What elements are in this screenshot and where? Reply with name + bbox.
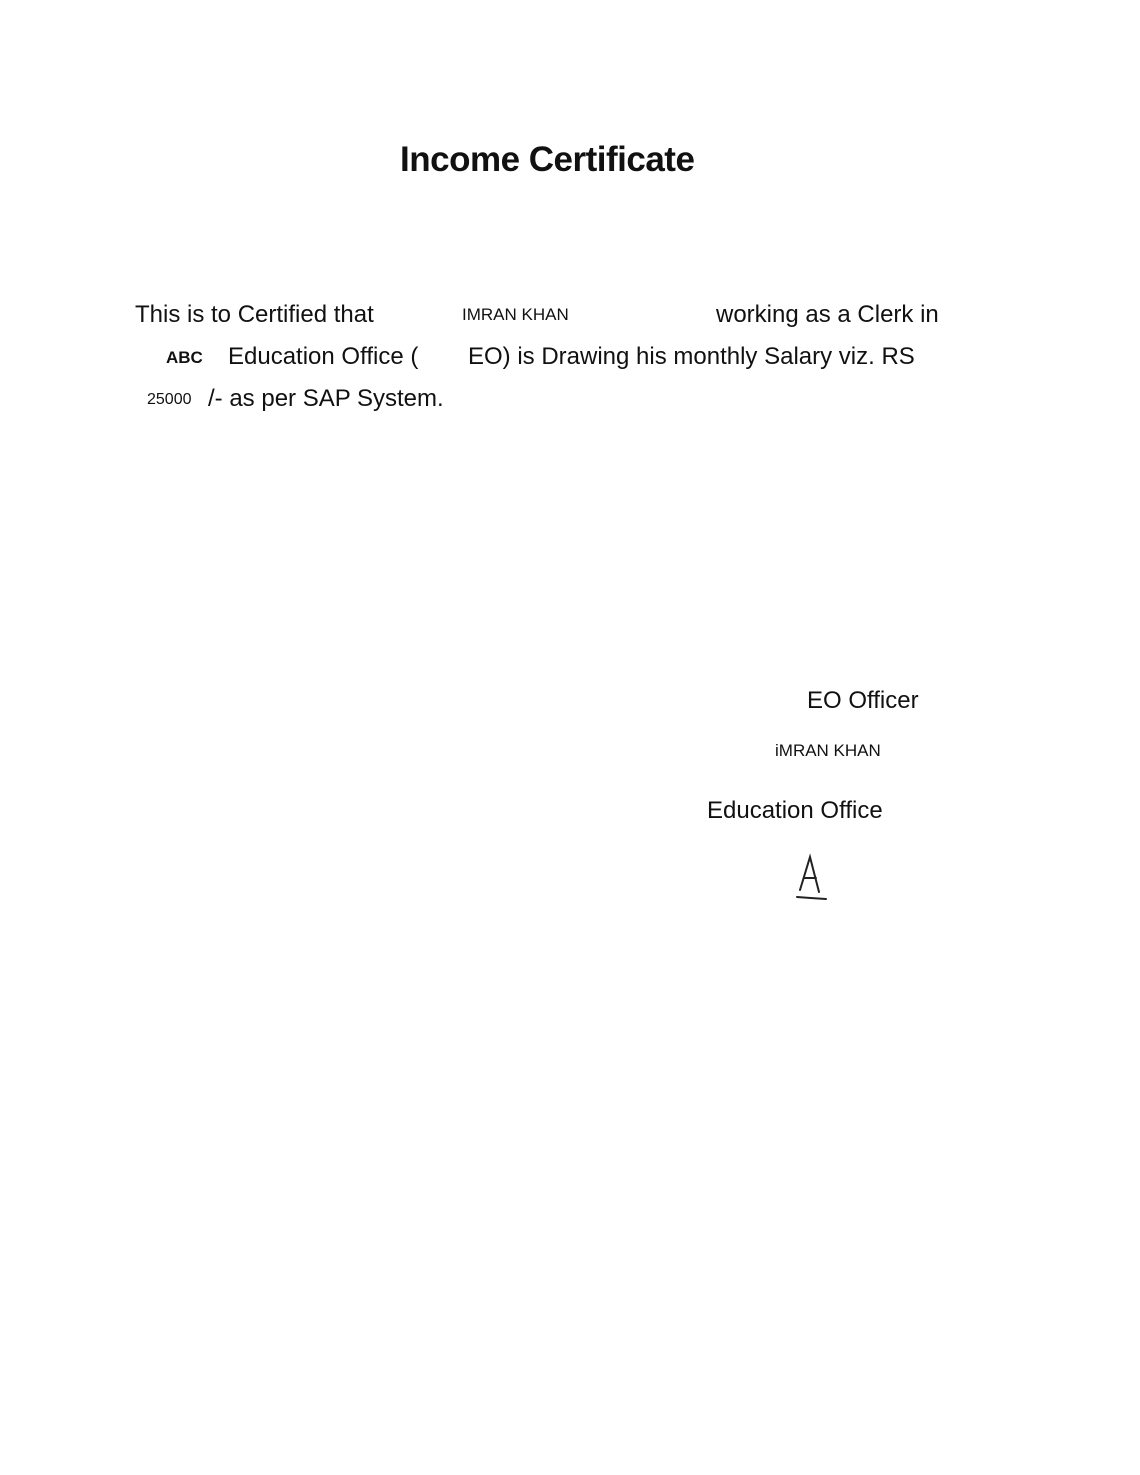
signatory-designation: EO Officer [807, 687, 919, 714]
line1-prefix: This is to Certified that [135, 301, 374, 328]
signatory-name: iMRAN KHAN [775, 741, 881, 760]
handwritten-signature [792, 850, 832, 905]
line2-b: EO) is Drawing his monthly Salary viz. RS [468, 343, 915, 370]
office-code: ABC [166, 348, 203, 367]
employee-name: IMRAN KHAN [462, 305, 569, 324]
document-title: Income Certificate [400, 140, 695, 179]
line1-suffix: working as a Clerk in [716, 301, 939, 328]
salary-amount: 25000 [147, 391, 192, 408]
line2-a: Education Office ( [228, 343, 419, 370]
line3: /- as per SAP System. [208, 385, 444, 412]
signatory-office: Education Office [707, 797, 883, 824]
